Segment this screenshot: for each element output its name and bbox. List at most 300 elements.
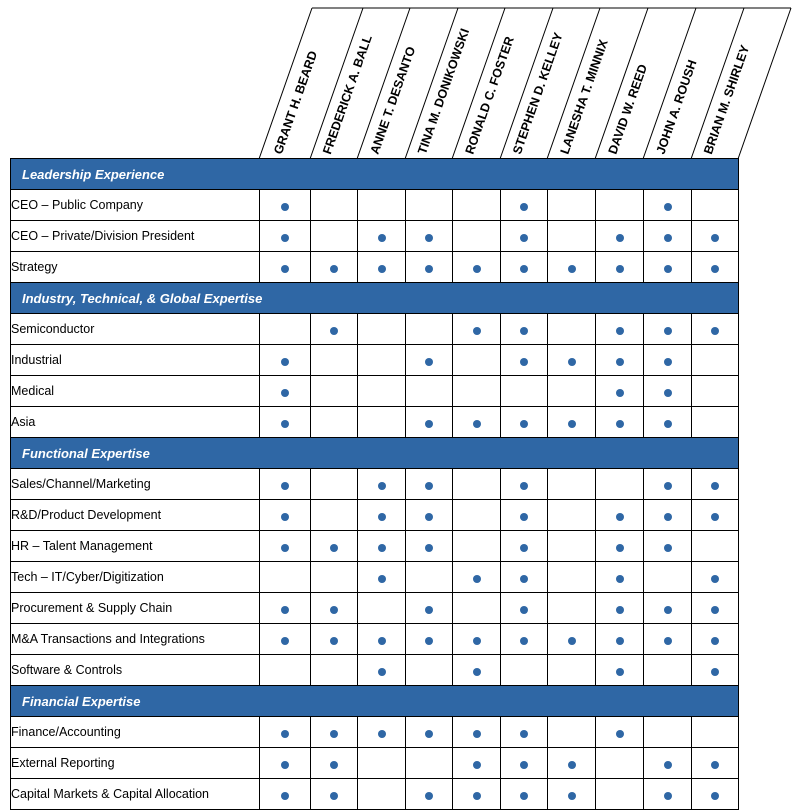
skill-mark-cell (692, 717, 739, 748)
filled-circle-icon (330, 544, 338, 552)
skill-mark-cell (692, 655, 739, 686)
skill-mark-cell (548, 500, 596, 531)
skill-mark-cell (644, 624, 692, 655)
filled-circle-icon (664, 606, 672, 614)
filled-circle-icon (664, 792, 672, 800)
skill-row (11, 376, 739, 407)
filled-circle-icon (616, 575, 624, 583)
skill-mark-cell (311, 717, 358, 748)
skill-mark-cell (692, 500, 739, 531)
filled-circle-icon (281, 420, 289, 428)
skill-label: Tech – IT/Cyber/Digitization (11, 562, 260, 593)
filled-circle-icon (378, 482, 386, 490)
filled-circle-icon (664, 265, 672, 273)
filled-circle-icon (664, 358, 672, 366)
skill-mark-cell (644, 655, 692, 686)
skill-mark-cell (406, 314, 453, 345)
filled-circle-icon (711, 482, 719, 490)
director-name: BRIAN M. SHIRLEY (701, 43, 753, 156)
filled-circle-icon (330, 637, 338, 645)
skill-mark-cell (548, 252, 596, 283)
director-name: FREDERICK A. BALL (320, 33, 375, 156)
filled-circle-icon (520, 203, 528, 211)
skill-mark-cell (596, 655, 644, 686)
skill-mark-cell (358, 593, 406, 624)
skill-mark-cell (260, 252, 311, 283)
filled-circle-icon (711, 792, 719, 800)
skill-row (11, 469, 739, 500)
filled-circle-icon (425, 792, 433, 800)
filled-circle-icon (473, 420, 481, 428)
skill-label: Asia (11, 407, 260, 438)
filled-circle-icon (664, 513, 672, 521)
skill-mark-cell (311, 500, 358, 531)
filled-circle-icon (711, 327, 719, 335)
filled-circle-icon (616, 234, 624, 242)
filled-circle-icon (616, 513, 624, 521)
skill-mark-cell (644, 562, 692, 593)
skill-mark-cell (358, 469, 406, 500)
skill-mark-cell (596, 593, 644, 624)
skill-mark-cell (260, 345, 311, 376)
filled-circle-icon (568, 761, 576, 769)
skill-mark-cell (692, 190, 739, 221)
director-header (0, 0, 796, 160)
filled-circle-icon (473, 637, 481, 645)
skill-label: Semiconductor (11, 314, 260, 345)
section-header-row (11, 283, 739, 314)
filled-circle-icon (568, 265, 576, 273)
filled-circle-icon (330, 606, 338, 614)
skill-label: Medical (11, 376, 260, 407)
skill-mark-cell (358, 655, 406, 686)
skill-mark-cell (453, 190, 501, 221)
skill-mark-cell (644, 531, 692, 562)
filled-circle-icon (473, 668, 481, 676)
filled-circle-icon (616, 327, 624, 335)
filled-circle-icon (616, 606, 624, 614)
skill-mark-cell (692, 252, 739, 283)
filled-circle-icon (425, 606, 433, 614)
skill-mark-cell (596, 531, 644, 562)
skill-mark-cell (406, 562, 453, 593)
skill-mark-cell (692, 407, 739, 438)
skill-mark-cell (311, 531, 358, 562)
filled-circle-icon (425, 420, 433, 428)
skill-label: Capital Markets & Capital Allocation (11, 779, 260, 810)
filled-circle-icon (616, 358, 624, 366)
skill-mark-cell (644, 500, 692, 531)
skill-row (11, 345, 739, 376)
skill-mark-cell (644, 717, 692, 748)
skill-mark-cell (644, 779, 692, 810)
skill-mark-cell (260, 190, 311, 221)
skill-mark-cell (260, 562, 311, 593)
skill-mark-cell (501, 190, 548, 221)
filled-circle-icon (568, 792, 576, 800)
filled-circle-icon (520, 327, 528, 335)
skill-mark-cell (548, 314, 596, 345)
skill-mark-cell (453, 376, 501, 407)
skill-label: External Reporting (11, 748, 260, 779)
skill-row (11, 748, 739, 779)
skill-mark-cell (406, 500, 453, 531)
filled-circle-icon (711, 637, 719, 645)
skill-label: Sales/Channel/Marketing (11, 469, 260, 500)
skill-mark-cell (311, 376, 358, 407)
filled-circle-icon (378, 730, 386, 738)
filled-circle-icon (664, 327, 672, 335)
filled-circle-icon (664, 234, 672, 242)
skill-row (11, 655, 739, 686)
skill-mark-cell (453, 717, 501, 748)
skill-mark-cell (596, 376, 644, 407)
filled-circle-icon (473, 265, 481, 273)
skill-mark-cell (406, 345, 453, 376)
skill-mark-cell (453, 314, 501, 345)
filled-circle-icon (281, 544, 289, 552)
skill-mark-cell (692, 562, 739, 593)
filled-circle-icon (473, 327, 481, 335)
skill-mark-cell (406, 531, 453, 562)
skill-mark-cell (453, 748, 501, 779)
skill-mark-cell (644, 593, 692, 624)
skill-row (11, 531, 739, 562)
skill-mark-cell (311, 407, 358, 438)
director-name: STEPHEN D. KELLEY (510, 30, 566, 156)
skill-mark-cell (406, 407, 453, 438)
skill-mark-cell (501, 252, 548, 283)
filled-circle-icon (616, 265, 624, 273)
filled-circle-icon (473, 730, 481, 738)
filled-circle-icon (281, 234, 289, 242)
filled-circle-icon (568, 358, 576, 366)
skill-mark-cell (453, 655, 501, 686)
skill-mark-cell (596, 252, 644, 283)
skill-mark-cell (406, 624, 453, 655)
skill-mark-cell (548, 655, 596, 686)
skill-mark-cell (453, 779, 501, 810)
skill-mark-cell (548, 779, 596, 810)
director-name: RONALD C. FOSTER (462, 34, 517, 156)
filled-circle-icon (664, 637, 672, 645)
skill-mark-cell (311, 345, 358, 376)
filled-circle-icon (378, 637, 386, 645)
skill-mark-cell (548, 469, 596, 500)
filled-circle-icon (425, 265, 433, 273)
filled-circle-icon (281, 358, 289, 366)
skill-mark-cell (406, 717, 453, 748)
filled-circle-icon (330, 730, 338, 738)
skill-mark-cell (692, 531, 739, 562)
filled-circle-icon (281, 203, 289, 211)
filled-circle-icon (664, 389, 672, 397)
skill-mark-cell (501, 593, 548, 624)
skill-label: Industrial (11, 345, 260, 376)
skill-mark-cell (260, 531, 311, 562)
filled-circle-icon (281, 389, 289, 397)
filled-circle-icon (520, 792, 528, 800)
skill-mark-cell (358, 252, 406, 283)
skill-mark-cell (692, 624, 739, 655)
skill-mark-cell (548, 221, 596, 252)
skill-mark-cell (548, 717, 596, 748)
filled-circle-icon (616, 389, 624, 397)
filled-circle-icon (520, 358, 528, 366)
skill-mark-cell (596, 717, 644, 748)
skill-mark-cell (406, 376, 453, 407)
filled-circle-icon (711, 668, 719, 676)
skill-mark-cell (260, 748, 311, 779)
section-header-row (11, 438, 739, 469)
skill-mark-cell (501, 779, 548, 810)
skill-mark-cell (453, 252, 501, 283)
skill-mark-cell (644, 314, 692, 345)
filled-circle-icon (473, 792, 481, 800)
skill-mark-cell (692, 593, 739, 624)
skill-row (11, 314, 739, 345)
filled-circle-icon (378, 668, 386, 676)
filled-circle-icon (616, 544, 624, 552)
skill-mark-cell (501, 562, 548, 593)
skills-matrix-table (10, 158, 739, 810)
skill-mark-cell (358, 500, 406, 531)
filled-circle-icon (568, 420, 576, 428)
skill-mark-cell (596, 469, 644, 500)
skill-mark-cell (453, 407, 501, 438)
skill-mark-cell (692, 314, 739, 345)
skill-mark-cell (406, 221, 453, 252)
filled-circle-icon (520, 730, 528, 738)
skill-mark-cell (453, 500, 501, 531)
filled-circle-icon (330, 265, 338, 273)
skill-mark-cell (358, 779, 406, 810)
skill-mark-cell (501, 376, 548, 407)
filled-circle-icon (281, 761, 289, 769)
skill-mark-cell (358, 407, 406, 438)
filled-circle-icon (425, 358, 433, 366)
skill-row (11, 779, 739, 810)
skill-mark-cell (406, 190, 453, 221)
skill-mark-cell (644, 345, 692, 376)
skill-mark-cell (501, 655, 548, 686)
skill-label: CEO – Public Company (11, 190, 260, 221)
skill-mark-cell (311, 252, 358, 283)
skill-mark-cell (260, 376, 311, 407)
filled-circle-icon (520, 420, 528, 428)
skill-mark-cell (596, 624, 644, 655)
filled-circle-icon (711, 265, 719, 273)
skill-mark-cell (501, 469, 548, 500)
filled-circle-icon (664, 203, 672, 211)
skill-mark-cell (548, 593, 596, 624)
skill-row (11, 717, 739, 748)
filled-circle-icon (425, 544, 433, 552)
skill-mark-cell (692, 221, 739, 252)
skill-mark-cell (596, 190, 644, 221)
skill-mark-cell (260, 314, 311, 345)
filled-circle-icon (378, 265, 386, 273)
filled-circle-icon (281, 637, 289, 645)
section-title: Financial Expertise (11, 686, 739, 717)
skill-mark-cell (644, 748, 692, 779)
filled-circle-icon (281, 513, 289, 521)
skill-mark-cell (311, 748, 358, 779)
skill-mark-cell (311, 562, 358, 593)
skill-mark-cell (548, 190, 596, 221)
filled-circle-icon (520, 265, 528, 273)
skill-mark-cell (501, 624, 548, 655)
skill-mark-cell (644, 252, 692, 283)
skill-mark-cell (644, 469, 692, 500)
director-name: TINA M. DONIKOWSKI (415, 26, 473, 156)
skill-mark-cell (311, 469, 358, 500)
skill-mark-cell (596, 779, 644, 810)
skill-row (11, 624, 739, 655)
skill-mark-cell (260, 717, 311, 748)
director-name: JOHN A. ROUSH (653, 58, 700, 156)
filled-circle-icon (378, 513, 386, 521)
skill-mark-cell (548, 624, 596, 655)
skill-mark-cell (453, 531, 501, 562)
filled-circle-icon (520, 761, 528, 769)
skill-mark-cell (501, 407, 548, 438)
filled-circle-icon (425, 637, 433, 645)
skill-mark-cell (692, 376, 739, 407)
skill-mark-cell (260, 655, 311, 686)
filled-circle-icon (520, 482, 528, 490)
skill-mark-cell (260, 593, 311, 624)
filled-circle-icon (520, 544, 528, 552)
skill-mark-cell (358, 562, 406, 593)
skill-mark-cell (596, 500, 644, 531)
skill-label: R&D/Product Development (11, 500, 260, 531)
skill-mark-cell (358, 531, 406, 562)
skill-mark-cell (260, 407, 311, 438)
skill-mark-cell (548, 345, 596, 376)
skill-mark-cell (596, 345, 644, 376)
skill-mark-cell (692, 345, 739, 376)
skill-row (11, 221, 739, 252)
filled-circle-icon (520, 513, 528, 521)
header-divider-line (738, 8, 791, 159)
skill-mark-cell (358, 624, 406, 655)
skill-mark-cell (692, 748, 739, 779)
skill-mark-cell (358, 717, 406, 748)
filled-circle-icon (520, 637, 528, 645)
skill-mark-cell (548, 748, 596, 779)
skill-mark-cell (358, 314, 406, 345)
skill-mark-cell (501, 314, 548, 345)
filled-circle-icon (425, 482, 433, 490)
filled-circle-icon (711, 606, 719, 614)
filled-circle-icon (664, 482, 672, 490)
skill-mark-cell (358, 190, 406, 221)
filled-circle-icon (281, 792, 289, 800)
skill-mark-cell (406, 469, 453, 500)
filled-circle-icon (664, 420, 672, 428)
director-name: LANESHA T. MINNIX (557, 37, 611, 156)
filled-circle-icon (473, 575, 481, 583)
skill-mark-cell (260, 779, 311, 810)
skill-mark-cell (311, 221, 358, 252)
section-title: Leadership Experience (11, 159, 739, 190)
skill-label: Finance/Accounting (11, 717, 260, 748)
filled-circle-icon (711, 234, 719, 242)
skill-mark-cell (358, 376, 406, 407)
skill-label: Software & Controls (11, 655, 260, 686)
skill-mark-cell (548, 562, 596, 593)
skill-mark-cell (406, 252, 453, 283)
skill-mark-cell (311, 190, 358, 221)
skill-mark-cell (548, 531, 596, 562)
filled-circle-icon (520, 575, 528, 583)
skill-mark-cell (548, 407, 596, 438)
skill-mark-cell (453, 221, 501, 252)
skill-label: M&A Transactions and Integrations (11, 624, 260, 655)
skill-mark-cell (358, 221, 406, 252)
filled-circle-icon (378, 234, 386, 242)
skill-mark-cell (260, 221, 311, 252)
skill-row (11, 407, 739, 438)
skill-label: CEO – Private/Division President (11, 221, 260, 252)
director-name: GRANT H. BEARD (271, 49, 321, 156)
skill-row (11, 500, 739, 531)
filled-circle-icon (616, 420, 624, 428)
skill-mark-cell (644, 376, 692, 407)
filled-circle-icon (281, 265, 289, 273)
skill-mark-cell (311, 593, 358, 624)
skill-row (11, 562, 739, 593)
filled-circle-icon (520, 234, 528, 242)
filled-circle-icon (378, 544, 386, 552)
filled-circle-icon (711, 761, 719, 769)
filled-circle-icon (616, 637, 624, 645)
filled-circle-icon (425, 730, 433, 738)
skill-mark-cell (596, 562, 644, 593)
skill-mark-cell (501, 717, 548, 748)
skill-mark-cell (406, 779, 453, 810)
skill-mark-cell (406, 655, 453, 686)
filled-circle-icon (711, 513, 719, 521)
skill-mark-cell (596, 221, 644, 252)
director-name: ANNE T. DESANTO (367, 44, 419, 156)
skill-mark-cell (453, 562, 501, 593)
filled-circle-icon (330, 327, 338, 335)
skill-mark-cell (358, 748, 406, 779)
skill-mark-cell (311, 314, 358, 345)
skill-mark-cell (260, 469, 311, 500)
filled-circle-icon (568, 637, 576, 645)
filled-circle-icon (664, 544, 672, 552)
skill-mark-cell (501, 500, 548, 531)
filled-circle-icon (330, 792, 338, 800)
filled-circle-icon (281, 606, 289, 614)
skill-mark-cell (406, 593, 453, 624)
skill-mark-cell (453, 469, 501, 500)
skill-mark-cell (260, 624, 311, 655)
filled-circle-icon (616, 668, 624, 676)
filled-circle-icon (281, 730, 289, 738)
skill-mark-cell (501, 221, 548, 252)
skill-mark-cell (596, 748, 644, 779)
skill-mark-cell (406, 748, 453, 779)
filled-circle-icon (664, 761, 672, 769)
section-title: Industry, Technical, & Global Expertise (11, 283, 739, 314)
skill-mark-cell (453, 593, 501, 624)
skill-row (11, 252, 739, 283)
skill-mark-cell (453, 624, 501, 655)
